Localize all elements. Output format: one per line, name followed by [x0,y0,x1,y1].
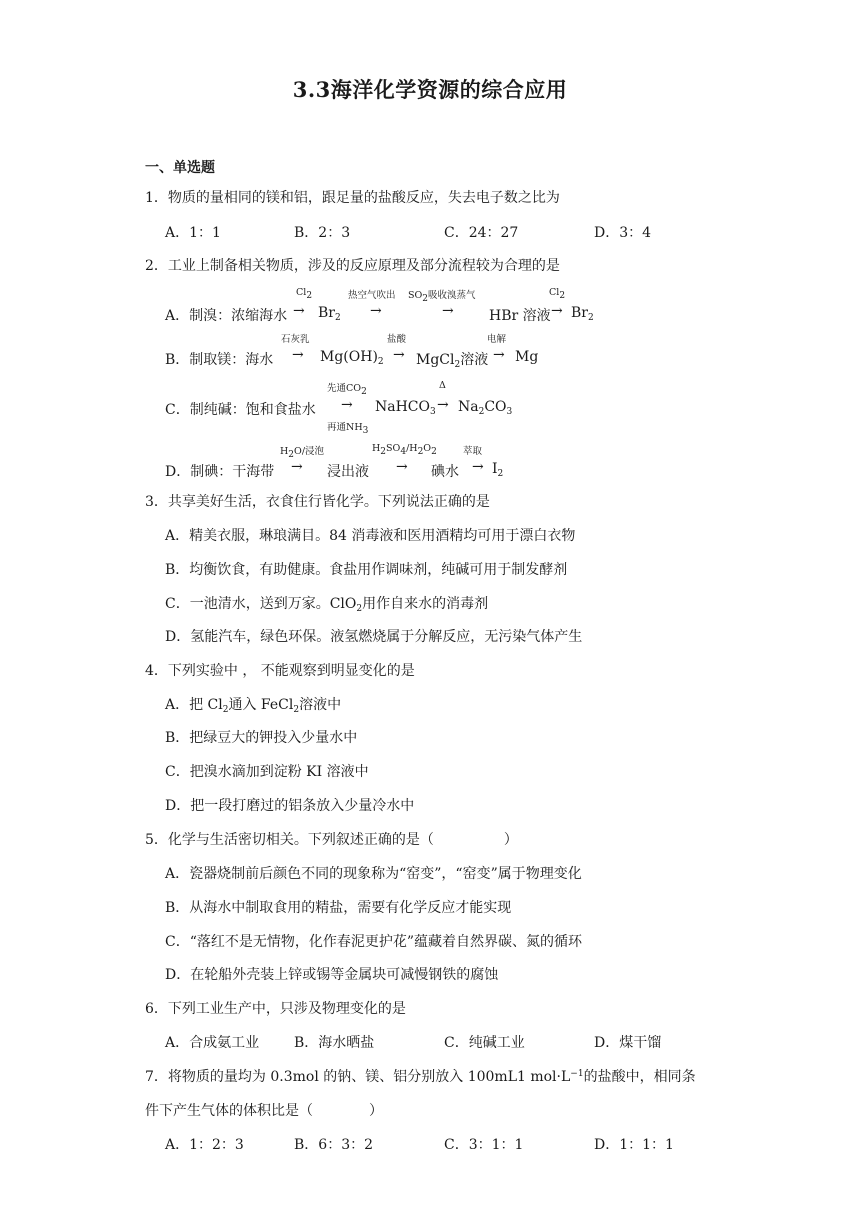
q2a-hbr-solution: HBr 溶液 [489,308,551,324]
q4-option-a: A．把 $Cl_2$通入 FeCl$_2$溶液中 [165,697,342,715]
q1-option-a: A．1：1 [165,225,221,241]
reaction-arrow: → [442,303,454,319]
q2-option-a-label: A．制溴：浓缩海水 [165,308,288,324]
page-title: 3.3海洋化学资源的综合应用 [292,77,568,102]
q2a-condition-cl2-first: $Cl_2$ [296,287,313,301]
q5-option-d: D．在轮船外壳装上锌或锡等金属块可减慢钢铁的腐蚀 [165,967,499,983]
question-6-stem: 6．下列工业生产中，只涉及物理变化的是 [145,1001,406,1017]
q2d-condition-extraction: 萃取 [463,446,483,457]
q5-option-a: A．瓷器烧制前后颜色不同的现象称为“窑变”，“窑变”属于物理变化 [165,866,582,882]
q6-option-c: C．纯碱工业 [444,1035,525,1051]
reaction-arrow: → [396,459,408,475]
q2b-condition-hcl: 盐酸 [387,334,407,345]
q7-option-b: B．6：3：2 [294,1137,374,1153]
question-3-stem: 3．共享美好生活，衣食住行皆化学。下列说法正确的是 [145,494,490,510]
q2d-i2: $I_2$ [492,461,504,479]
reaction-arrow: → [437,397,449,413]
q2d-condition-h2so4-h2o2: $H_2SO_4/H_2O_2$ [372,443,437,457]
q2d-iodine-water: 碘水 [431,464,459,480]
reaction-arrow: → [493,347,505,363]
q5-option-c: C．“落红不是无情物，化作春泥更护花”蕴藏着自然界碳、氮的循环 [165,934,583,950]
q2a-final-br2: $Br_2$ [571,305,594,323]
q3-option-b: B．均衡饮食，有助健康。食盐用作调味剂，纯碱可用于制发酵剂 [165,562,568,578]
q2a-condition-hot-air: 热空气吹出 [348,290,396,301]
q2b-condition-electrolysis: 电解 [487,334,507,345]
question-1-stem: 1．物质的量相同的镁和铝，跟足量的盐酸反应，失去电子数之比为 [145,190,560,206]
q4-option-b: B．把绿豆大的钾投入少量水中 [165,730,358,746]
q1-option-b: B．2：3 [294,225,351,241]
q6-option-a: A．合成氨工业 [165,1035,260,1051]
q6-option-b: B．海水晒盐 [294,1035,375,1051]
q2b-mgcl2-solution: MgCl$_2$溶液 [416,352,489,370]
reaction-arrow: → [472,459,484,475]
q3-option-c: C．一池清水，送到万家。ClO$_2$用作自来水的消毒剂 [165,596,489,614]
q7-option-a: A．1：2：3 [165,1137,244,1153]
reaction-arrow: → [370,303,382,319]
q7-option-c: C．3：1：1 [444,1137,524,1153]
question-7-stem-line-1: 7．将物质的量均为 0.3mol 的钠、镁、铝分别放入 100mL1 $mol\cdot L^{-1}$的盐酸中，相同条 [145,1069,696,1085]
question-7-stem-line-2: 件下产生气体的体积比是（ ） [145,1103,383,1119]
q2c-nahco3: NaHCO$_3$ [375,399,436,417]
q2-option-c-label: C．制纯碱：饱和食盐水 [165,402,316,418]
q6-option-d: D．煤干馏 [594,1035,662,1051]
reaction-arrow: → [291,459,303,475]
question-5-stem: 5．化学与生活密切相关。下列叙述正确的是（ ） [145,832,518,848]
reaction-arrow: → [551,303,563,319]
section-heading: 一、单选题 [145,160,215,176]
q1-option-c: C．24：27 [444,225,519,241]
q2d-leachate: 浸出液 [327,464,369,480]
q2c-condition-nh3-then: 再通$NH_3$ [327,422,369,436]
q1-option-d: D．3：4 [594,225,652,241]
q2-option-d-label: D．制碘：干海带 [165,464,275,480]
q4-option-c: C．把溴水滴加到淀粉 KI 溶液中 [165,764,369,780]
q3-option-a: A．精美衣服，琳琅满目。84 消毒液和医用酒精均可用于漂白衣物 [165,528,576,544]
reaction-arrow: → [393,347,405,363]
question-4-stem: 4．下列实验中 ， 不能观察到明显变化的是 [145,663,415,679]
reaction-arrow: → [293,303,305,319]
q2a-product-br2: $Br_2$ [318,305,341,323]
q5-option-b: B．从海水中制取食用的精盐，需要有化学反应才能实现 [165,900,512,916]
q2b-condition-lime: 石灰乳 [281,334,310,345]
q2b-mg: Mg [515,349,539,365]
q2a-condition-cl2-second: $Cl_2$ [549,287,566,301]
q2c-na2co3: $Na_2CO_3$ [458,399,513,417]
q2-option-b-label: B．制取镁：海水 [165,352,274,368]
question-2-stem: 2．工业上制备相关物质，涉及的反应原理及部分流程较为合理的是 [145,258,560,274]
q2a-condition-so2: $SO_2$吸收溴蒸气 [408,290,476,304]
q3-option-d: D．氢能汽车，绿色环保。液氢燃烧属于分解反应，无污染气体产生 [165,629,583,645]
q2c-condition-heat: Δ [439,380,446,391]
reaction-arrow: → [341,397,353,413]
q2c-condition-co2-first: 先通$CO_2$ [327,383,367,397]
reaction-arrow: → [292,347,304,363]
q4-option-d: D．把一段打磨过的铝条放入少量冷水中 [165,798,415,814]
q2d-condition-water-soak: $H_2O/$浸泡 [280,446,325,460]
q2b-mg-oh2: $Mg(OH)_2$ [320,349,384,367]
q7-option-d: D．1：1：1 [594,1137,674,1153]
